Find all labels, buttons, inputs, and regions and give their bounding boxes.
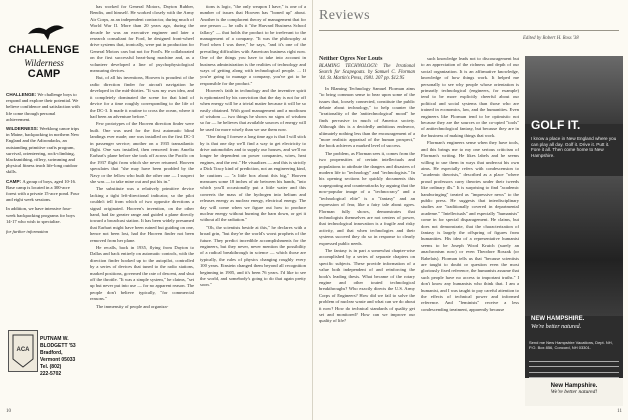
paragraph: The immensity of people and organiza-: [96, 303, 169, 309]
golf-tagline: We're better natured.: [531, 324, 582, 330]
paragraph: The problem, as Florman sees it, comes from the two propensities of certain intellectuals and populations to attribute the dangers and disasters of modern life to "technology" and "technologists." In his opening sections he quickly documents this scapegoating and counterattacks by arguing that the now-popular image of a "technocracy" and a "technological elite" is a "fantasy" and an expression of fear, like a fairy tale about ogres. Florman fully shows, demonstrates that technologists themselves are not centers of power, that technological innovation is a fragile and risky activity, and that when technologies and their systems succeed they do so in response to clearly expressed public needs.: [319, 150, 415, 246]
paragraph: But, of all his inventions, Hooven is proudest of the radio direction finder for aircraft navigation he developed in the mid-thirties. "It was my own idea, and it completely dominated the scene for that kind of device for a time roughly corresponding to the life of the DC-3. It made it routine to cross the ocean, where it had been an adventure before.": [90, 75, 194, 119]
right-page: [313, 0, 628, 420]
camp-paragraph-label: CAMP:: [6, 178, 23, 184]
review-column-2: [421, 56, 519, 408]
paragraph: He recalls, back in 1935, flying from Dayton to Dallas and back entirely on automatic controls, with the direction finder hooked up to the autopilot, controlled by a series of devices that tuned to the radio stations, marked positions, governed the rate of descent, and shut off the throttle. "It was a simple system," he claims, "set up but never put into use — for no apparent reason. The people don't believe typically, "for commercial reasons.": [90, 245, 194, 302]
paragraph: "One thing I foresee a long time ago is that I will stick by is that one day we'll find a way to get electricity to drive automobiles and to supply our houses, and we'll no longer be dependent on power companies, wires, heat engines, and the rest." He visualizes — and this is strictly a Dick Tracy kind of prediction, not an engineering kind, he cautions — "a little box about this big," Hooven measures some 18 inches of air between his hands, "into which you'll occasionally put a little water and this converts the mass of the hydrogen into helium and releases energy as nuclear energy, electrical energy. The day will come when we figure out how to produce nuclear energy without burning the barn down, or get it without all the radiation.": [200, 134, 306, 223]
article-column-1: [90, 4, 194, 410]
camp-wilderness-script: Wilderness: [24, 58, 64, 68]
camp-paragraph-text: Weeklong canoe trips in Maine, backpacking in northern New England and the Adirondacks, an outstanding primitive crafts program, survival, orienteering, rock-climbing, blacksmithing, riflery, swimming and physical fitness teach life-long outdoor skills.: [6, 126, 80, 175]
camp-paragraph: [6, 92, 80, 123]
article-column-2: [200, 4, 306, 410]
camp-paragraph-label: CHALLENGE:: [6, 92, 38, 97]
paragraph: In Blaming Technology Samuel Florman aims "to bring common sense to bear upon some of the issues that, loosely connected, constitute the public debate about technology," to help counter the "irrationality of the 'antitechnological' mood" he finds pervasive in much of America society. Although this is a decidedly ambitious endeavor, ultimately nothing less than the encouragement of a "more realistic appraisal of the human prospect," the book achieves a marked level of success.: [319, 85, 415, 149]
camp-more-info: for further information: [6, 229, 49, 235]
golf-coupon-lines: [529, 356, 619, 378]
paragraph: The substitute was a relatively primitive device lacking a tight left-directional indicator, so the pilot couldn't tell from which of two opposite directions a signal originated. Hooven's invention, on the other hand, had far greater range and guided a plane directly toward a broadcast station. It has been widely presumed that Earhart might have been ruined but guiding on one, hence not been lost, had the Hooven finder not been removed from her plane.: [90, 186, 194, 243]
review-book-info: BLAMING TECHNOLOGY: The Irrational Search for Scapegoats. by Samuel C. Florman '44. St. Martin's Press, 1981. 207 pp. $12.95: [319, 64, 415, 81]
address-line: PUTNAM W.: [40, 336, 69, 342]
page-number-right: 11: [617, 409, 622, 414]
camp-address: [40, 336, 86, 378]
golf-advertisement: [525, 56, 623, 406]
paragraph: The fantasy is in part a somewhat chapter-wise accomplished by a series of separate chapters on specific subjects. These provide information of a value both independent of and reinforcing the book's leading thesis. What became of the rotary engine and other touted technological breakthroughs? Who exactly directs the U.S. Army Corps of Engineers? How did we fail to solve the problem of nuclear waste and what can we do about it now? How do technical standards of quality get set and monitored? How can we improve our quality of life?: [319, 247, 415, 324]
camp-paragraph-text: In addition, we have intensive four-week backpacking programs for boys 14-17 who wish to specialize.: [6, 206, 75, 224]
address-line: Tel. (802): [40, 364, 62, 370]
page-number-left: 10: [6, 409, 11, 414]
golf-photo-top: [525, 56, 623, 124]
golf-bottom-tagline: We're better natured!: [550, 389, 598, 395]
camp-paragraph: [6, 179, 80, 204]
paragraph: Few prototypes of the Hooven direction finder were built. One was used for the first automatic blind landings ever made; one was installed on the first DC-3 in passenger service; another on a 1935 transatlantic flight. One was installed, then removed from Amelia Earhart's plane before she took off across the Pacific on the 1937 flight from which she never returned. Hooven speculates that "she may have been prodded by the Navy or the fellow who built the other one — I suspect she was — to take mine out and put his in.": [90, 121, 194, 184]
golf-photo-middle: [525, 176, 623, 316]
review-column-1: [319, 56, 415, 408]
address-line: Vermont 05033: [40, 357, 76, 363]
accredited-camp-seal: [8, 330, 38, 372]
paragraph: Florman's engineers sense when they have tools, and this brings me to my one serious criticism of Florman's writing. He likes labels and he seems willing to use them in ways that undercut his own aims. He especially refers with condescension to "academic theorists," described as a place "where proud professors carry theories under their tweeds like ordinary ills." It is surprising to find "academic handwringing" treated as "impressive news" to the public press. He suggests that interdisciplinary studies are "traditionally covered in departmental academe." "Intellectuals" and especially "humanists" come in for special disparagement. He claims, but does not demonstrate, that the characterization of fantasy is largely the offspring of figures from humanities. His idea of a representative humanist seems to be Joseph Wood Krutch (surely an anachronism now) or even Theodore Roszak (or Rabelais). Florman tells us that "because scientists are taught to doubt or question even the most gloriously fixed reference, the humanists assume that such people have no access to important truths." I don't know any humanists who think that. I am a humanist, and I was taught to pay careful attention to the effects of technical power and informed reference. And "feminists" receive a less condescending treatment, apparently because: [421, 140, 519, 312]
paragraph: such knowledge leads not to discouragement but to an appreciation of the richness and depth of our social organization. It is an affirmative knowledge, knowledge of how things work. It helped me personally to see why people whose orientation is primarily technological (engineers, for example) tend to be more explicitly cheerful about our political and social systems than those who are trained in economics, law, and the humanities. Even engineers like Florman tend to be optimistic not because they are the sources or the co-opted "tools" of antitechnological fantasy, but because they are in the business of making things that work.: [421, 56, 519, 138]
address-line: BLODGETT '53: [40, 343, 76, 349]
golf-state-name: NEW HAMPSHIRE.: [531, 316, 585, 322]
header-rule: [319, 30, 619, 31]
camp-word: CAMP: [27, 68, 61, 80]
camp-paragraph-text: A group of boys, aged 10-16. Base camp is located in a 300-acre forest with a private 15-acre pond. Four and eight week sessions.: [6, 178, 80, 203]
camp-paragraph: [6, 126, 80, 176]
section-header: Reviews: [319, 8, 371, 23]
golf-bottom-state: New Hampshire.: [550, 383, 598, 389]
address-line: 222-5702: [40, 371, 62, 377]
paragraph: "Oh, the scientists beside at this," he declares with a broad grin, "but they're the world's worst prophets of the future. They predict incredible accomplishments for the engineers, but they never, never mention the possibility of a radical breakthrough in science — which those are typically, the rules of physics changing roughly every 100 years. Einstein changed them beyond all recognition beginning in 1905, and it's been 76 years. I'd like to see the world, and somebody's going to do that again pretty soon.": [200, 224, 306, 288]
address-line: Bradford,: [40, 350, 63, 356]
seal-text: ACA: [16, 347, 30, 353]
camp-paragraph-label: WILDERNESS:: [6, 126, 40, 132]
paragraph: tions is logic, "the only weapon I have," is one of a number of issues that Hooven has "boned up" about. Another is the complacent theory of management that for one person — he calls it "the Harvard Business School fallacy" — that holds the product to be irrelevant to the management of a company. "It was the philosophy at Ford when I was there," he says, "and it's one of the prevailing difficulties with American business right now. One of the things you have to take into account in business administration is the realities of technology and ways of getting along with technological people. ... If you're going to manage a company, you've got to be responsible for the product.": [200, 4, 306, 86]
editor-credit: Edited by Robert H. Ross '38: [523, 36, 579, 41]
review-heading: Neither Ogres Nor Louts: [319, 56, 383, 62]
golf-coupon-text: Send me New Hampshire Vacations, Dept. NH, P.O. Box 856, Concord, NH 03301.: [529, 340, 613, 350]
golf-copy: I know a place in New England where you can play all day. Golf it. Drive it. Putt it. Fore it all. Then come home to New Hampshire.: [531, 136, 617, 158]
left-page: [0, 0, 313, 420]
camp-description: [6, 92, 80, 235]
camp-title: CHALLENGE: [8, 44, 80, 56]
golf-headline: GOLF IT.: [531, 118, 581, 132]
camp-paragraph: [6, 206, 80, 225]
golf-bottom-banner: [525, 378, 623, 406]
camp-advertisement: [4, 4, 84, 412]
eagle-icon: [26, 20, 66, 42]
camp-paragraph-text: We challenge boys to respond and explore their potential. We believe confidence and satisfaction with life come through personal achievement.: [6, 92, 80, 122]
paragraph: has worked for General Motors, Dayton Rubber, Bendix, and himself. He worked closely with the Army Air Corps, as an independent contractor, during much of World War II. More than 20 years ago, during the decade he was an executive engineer and later a research consultant for Ford, he designed front-wheel drive systems that, ironically, were put in production for General Motors cars but not for Ford's. He collaborated on the first successful heart-lung machine and, as a volunteer developed a line of psychophysiological measuring devices.: [90, 4, 194, 74]
paragraph: Hooven's faith in technology and the inventive spirit is epitomized by his conviction that the day is not far off when energy will be a trivial matter because it will be so easily obtained. With good management and a modicum of wisdom — two things he shows no signs of wisdom so far — he believes that available sources of energy will be used far more wisely than we use them now.: [200, 88, 306, 132]
